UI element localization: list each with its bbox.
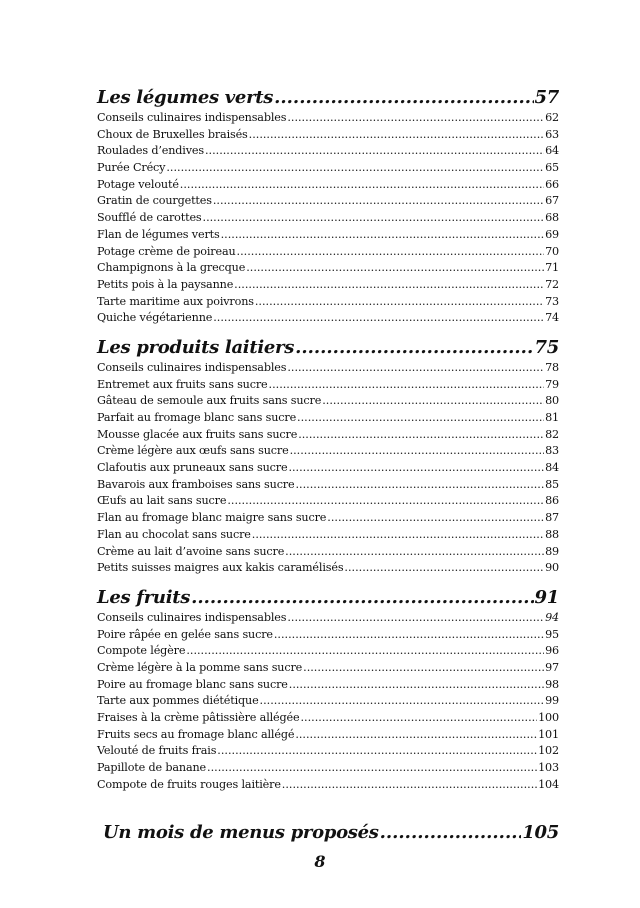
dot-leader (287, 610, 544, 627)
entry-page-number: 63 (545, 127, 559, 141)
entry-label: Crème légère aux œufs sans sucre (97, 444, 289, 458)
toc-entry[interactable] (97, 393, 559, 410)
entry-label: Flan au fromage blanc maigre sans sucre (97, 511, 327, 525)
entry-page-number: 66 (545, 177, 559, 191)
dot-leader (227, 493, 544, 510)
toc-entry[interactable] (97, 527, 559, 544)
toc-entry[interactable] (97, 244, 559, 261)
entry-label: Potage crème de poireau (97, 244, 236, 258)
section-title: Un mois de menus proposés (103, 822, 379, 844)
entry-page-number: 80 (545, 394, 559, 408)
entry-label: Roulades d’endives (97, 144, 204, 158)
dot-leader (287, 110, 544, 127)
toc-entry[interactable] (97, 710, 559, 727)
dot-leader (297, 410, 544, 427)
entry-label: Œufs au lait sans sucre (97, 494, 227, 508)
toc-entry[interactable] (97, 760, 559, 777)
toc-entry[interactable] (97, 377, 559, 394)
dot-leader (295, 477, 544, 494)
toc-entry[interactable] (97, 127, 559, 144)
toc-entry[interactable] (97, 360, 559, 377)
dot-leader (191, 586, 533, 610)
entry-page-number: 95 (545, 627, 559, 641)
entry-label: Purée Crécy (97, 161, 166, 175)
dot-leader (249, 127, 544, 144)
entry-page-number: 102 (538, 744, 559, 758)
entry-page-number: 96 (545, 644, 559, 658)
entry-page-number: 99 (545, 694, 559, 708)
toc-entry[interactable] (97, 210, 559, 227)
entry-label: Crème au lait d’avoine sans sucre (97, 544, 285, 558)
toc-entry[interactable] (97, 227, 559, 244)
toc-entry[interactable] (97, 160, 559, 177)
dot-leader (217, 743, 537, 760)
entry-label: Conseils culinaires indispensables (97, 111, 287, 124)
entry-label: Petits pois à la paysanne (97, 277, 234, 291)
dot-leader (344, 560, 544, 577)
section-heading-legumes-verts[interactable] (97, 86, 559, 110)
entry-label: Compote de fruits rouges laitière (97, 777, 281, 791)
table-of-contents (97, 86, 559, 845)
entry-label: Gratin de courgettes (97, 194, 212, 208)
dot-leader (300, 710, 537, 727)
entry-page-number: 78 (545, 360, 559, 374)
entry-label: Velouté de fruits frais (97, 744, 217, 758)
toc-entry[interactable] (97, 427, 559, 444)
section-spacer (97, 327, 559, 336)
section-heading-menus[interactable] (103, 821, 559, 845)
dot-leader (285, 544, 544, 561)
entry-label: Conseils culinaires indispensables (97, 610, 287, 624)
toc-entry[interactable] (97, 727, 559, 744)
entry-page-number: 83 (545, 444, 559, 458)
section-page-number: 57 (534, 87, 559, 108)
section-heading-fruits[interactable] (97, 586, 559, 610)
entry-label: Tarte aux pommes diététique (97, 694, 259, 708)
section-title: Les légumes verts (97, 87, 274, 108)
dot-leader (322, 393, 544, 410)
toc-entry[interactable] (97, 560, 559, 577)
entry-page-number: 89 (545, 544, 559, 558)
toc-entry[interactable] (97, 643, 559, 660)
dot-leader (282, 777, 537, 794)
dot-leader (295, 727, 537, 744)
entry-label: Flan de légumes verts (97, 227, 220, 241)
dot-leader (252, 527, 544, 544)
entry-label: Fraises à la crème pâtissière allégée (97, 711, 300, 724)
entry-page-number: 65 (545, 161, 559, 175)
entry-label: Conseils culinaires indispensables (97, 360, 287, 374)
entry-label: Fruits secs au fromage blanc allégé (97, 727, 295, 741)
section-page-number: 105 (522, 822, 559, 844)
toc-entry[interactable] (97, 443, 559, 460)
entry-label: Mousse glacée aux fruits sans sucre (97, 427, 298, 441)
toc-entry[interactable] (97, 277, 559, 294)
section-heading-produits-laitiers[interactable] (97, 336, 559, 360)
entry-page-number: 67 (545, 194, 559, 208)
entry-page-number: 86 (545, 494, 559, 508)
entry-page-number: 88 (545, 527, 559, 541)
entry-page-number: 62 (545, 111, 559, 124)
entry-page-number: 103 (538, 761, 559, 775)
toc-entry[interactable] (97, 460, 559, 477)
dot-leader (246, 260, 544, 277)
dot-leader (213, 310, 544, 327)
entry-page-number: 85 (545, 477, 559, 491)
entry-label: Quiche végétarienne (97, 311, 213, 325)
dot-leader (274, 627, 544, 644)
toc-entry[interactable] (97, 544, 559, 561)
toc-entry[interactable] (97, 177, 559, 194)
dot-leader (237, 244, 545, 261)
entry-label: Compote légère (97, 644, 186, 658)
entry-label: Parfait au fromage blanc sans sucre (97, 411, 297, 424)
entry-page-number: 72 (545, 277, 559, 291)
dot-leader (274, 86, 533, 110)
toc-entry[interactable] (97, 294, 559, 311)
entry-page-number: 69 (545, 227, 559, 241)
toc-entry[interactable] (97, 777, 559, 794)
section-title: Les produits laitiers (97, 336, 295, 358)
entry-page-number: 79 (545, 377, 559, 391)
toc-entry[interactable] (97, 660, 559, 677)
dot-leader (290, 443, 545, 460)
entry-page-number: 64 (545, 144, 559, 158)
entry-label: Potage velouté (97, 177, 179, 191)
dot-leader (180, 177, 544, 194)
entry-page-number: 100 (538, 711, 559, 724)
entry-page-number: 84 (545, 461, 559, 475)
dot-leader (289, 677, 544, 694)
toc-entry[interactable] (97, 510, 559, 527)
toc-entry[interactable] (97, 310, 559, 327)
entry-label: Entremet aux fruits sans sucre (97, 377, 268, 391)
entry-label: Tarte maritime aux poivrons (97, 294, 254, 308)
entry-label: Flan au chocolat sans sucre (97, 527, 251, 541)
entry-page-number: 94 (545, 610, 559, 624)
entry-page-number: 74 (545, 311, 559, 325)
dot-leader (213, 193, 544, 210)
entry-page-number: 73 (545, 294, 559, 308)
entry-label: Bavarois aux framboises sans sucre (97, 477, 295, 491)
dot-leader (295, 336, 533, 360)
entry-label: Petits suisses maigres aux kakis caramélisés (97, 561, 344, 575)
toc-entry[interactable] (97, 610, 559, 627)
toc-entry[interactable] (97, 143, 559, 160)
entry-label: Gâteau de semoule aux fruits sans sucre (97, 394, 322, 408)
entry-page-number: 70 (545, 244, 559, 258)
dot-leader (269, 377, 545, 394)
entry-page-number: 81 (545, 411, 559, 424)
toc-entry[interactable] (97, 743, 559, 760)
dot-leader (221, 227, 544, 244)
entry-page-number: 101 (538, 727, 559, 741)
entry-label: Champignons à la grecque (97, 261, 246, 275)
toc-entry[interactable] (97, 410, 559, 427)
dot-leader (234, 277, 544, 294)
toc-entry[interactable] (97, 110, 559, 127)
dot-leader (327, 510, 544, 527)
entry-label: Papillote de banane (97, 761, 207, 775)
entry-page-number: 87 (545, 511, 559, 525)
entry-page-number: 68 (545, 211, 559, 225)
entry-page-number: 90 (545, 561, 559, 575)
toc-entry[interactable] (97, 260, 559, 277)
dot-leader (207, 760, 537, 777)
dot-leader (203, 210, 545, 227)
toc-entry[interactable] (97, 677, 559, 694)
page-number: 8 (314, 852, 326, 871)
entry-label: Clafoutis aux pruneaux sans sucre (97, 461, 288, 475)
toc-entry[interactable] (97, 693, 559, 710)
section-page-number: 75 (534, 336, 559, 358)
entry-label: Poire au fromage blanc sans sucre (97, 677, 288, 691)
dot-leader (255, 294, 544, 311)
entry-label: Poire râpée en gelée sans sucre (97, 627, 273, 641)
entry-page-number: 82 (545, 427, 559, 441)
dot-leader (288, 460, 544, 477)
section-spacer (97, 793, 559, 821)
section-title: Les fruits (97, 586, 191, 608)
dot-leader (303, 660, 544, 677)
toc-entry[interactable] (97, 477, 559, 494)
dot-leader (260, 693, 545, 710)
toc-entry[interactable] (97, 627, 559, 644)
entry-label: Crème légère à la pomme sans sucre (97, 660, 303, 674)
toc-entry[interactable] (97, 193, 559, 210)
dot-leader (205, 143, 544, 160)
entry-page-number: 97 (545, 660, 559, 674)
section-page-number: 91 (534, 586, 559, 608)
dot-leader (380, 821, 522, 845)
entry-page-number: 71 (545, 261, 559, 275)
dot-leader (186, 643, 544, 660)
section-spacer (97, 577, 559, 586)
entry-label: Choux de Bruxelles braisés (97, 127, 248, 141)
entry-page-number: 104 (538, 777, 559, 791)
toc-entry[interactable] (97, 493, 559, 510)
dot-leader (298, 427, 544, 444)
dot-leader (287, 360, 544, 377)
dot-leader (166, 160, 544, 177)
entry-label: Soufflé de carottes (97, 211, 202, 225)
entry-page-number: 98 (545, 677, 559, 691)
